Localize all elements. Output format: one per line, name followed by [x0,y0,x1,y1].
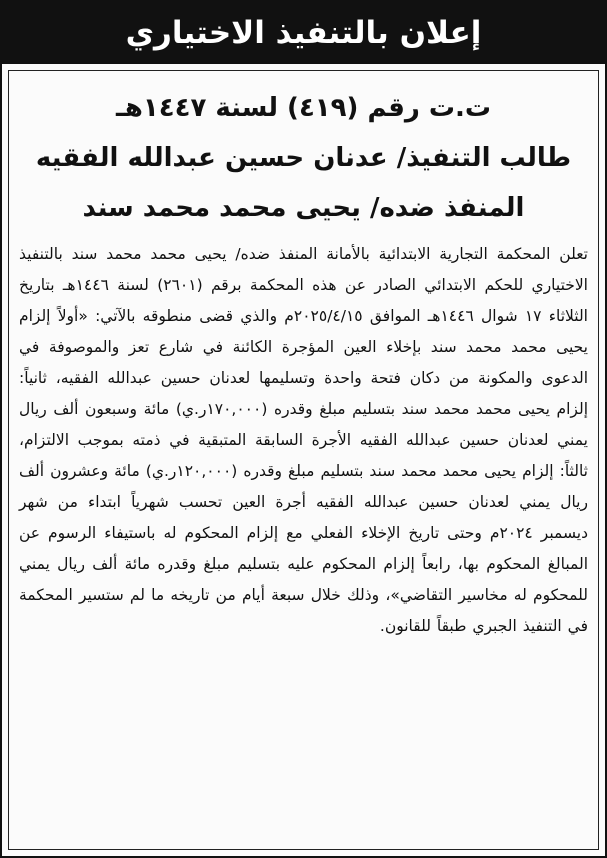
notice-title: إعلان بالتنفيذ الاختياري [125,14,482,51]
notice-body: تعلن المحكمة التجارية الابتدائية بالأمانة المنفذ ضده/ يحيى محمد محمد سند بالتنفيذ الاختياري للحكم الابتدائي الصادر عن هذه المحكمة برقم (٢٦٠١) لسنة ١٤٤٦هـ بتاريخ الثلاثاء ١٧ شوال ١٤٤٦هـ الموافق ٢٠٢٥/٤/١٥م والذي قضى منطوقه بالآتي: «أولاً إلزام يحيى محمد محمد سند بإخلاء العين المؤجرة الكائنة في شارع تعز والموصوفة في الدعوى والمكونة من دكان فتحة واحدة وتسليمها لعدنان حسين عبدالله الفقيه، ثانياً: إلزام يحيى محمد محمد سند بتسليم مبلغ وقدره (١٧٠,٠٠٠ر.ي) مائة وسبعون ألف ريال يمني لعدنان حسين عبدالله الفقيه الأجرة السابقة المتبقية في ذمته بموجب الالتزام، ثالثاً: إلزام يحيى محمد محمد سند بتسليم مبلغ وقدره (١٢٠,٠٠٠ر.ي) مائة وعشرون ألف ريال يمني لعدنان حسين عبدالله الفقيه أجرة العين تحسب شهرياً ابتداء من شهر ديسمبر ٢٠٢٤م وحتى تاريخ الإخلاء الفعلي مع إلزام المحكوم له باستيفاء الرسوم عن المبالغ المحكوم بها، رابعاً إلزام المحكوم عليه بتسليم مبلغ وقدره مائة ألف ريال يمني للمحكوم له مخاسير التقاضي»، وذلك خلال سبعة أيام من تاريخه ما لم ستسير المحكمة في التنفيذ الجبري طبقاً للقانون. [19,245,588,635]
respondent-line: المنفذ ضده/ يحيى محمد محمد سند [82,193,525,223]
notice-content-frame [8,70,599,850]
case-number-line: ت.ت رقم (٤١٩) لسنة ١٤٤٧هـ [115,93,492,123]
notice-banner [2,2,605,64]
claimant-line: طالب التنفيذ/ عدنان حسين عبدالله الفقيه [35,143,572,173]
